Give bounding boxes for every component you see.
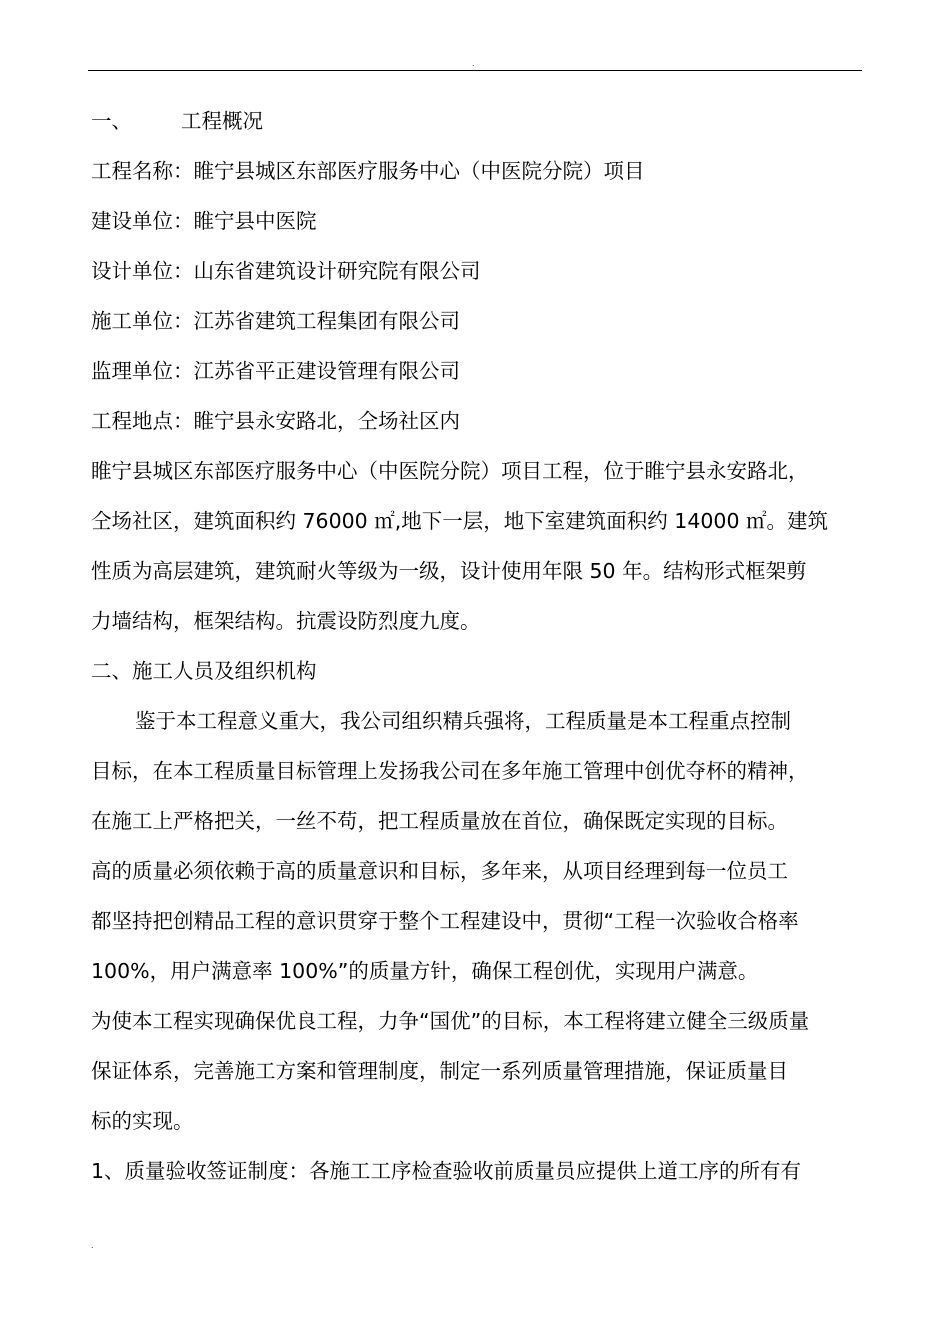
header-rule (88, 70, 862, 71)
section-heading-2: 二、施工人员及组织机构 (91, 659, 317, 683)
info-line-owner: 建设单位：睢宁县中医院 (91, 209, 317, 233)
section-title: 工程概况 (181, 109, 263, 133)
section-heading-1 (91, 96, 865, 146)
overview-line: 仝场社区，建筑面积约 76000 ㎡,地下一层，地下室建筑面积约 14000 ㎡。建筑 (91, 509, 829, 533)
list-item-1: 1、质量验收签证制度：各施工工序检查验收前质量员应提供上道工序的所有有 (91, 1159, 802, 1183)
paragraph-line: 100%，用户满意率 100%”的质量方针，确保工程创优，实现用户满意。 (91, 959, 759, 983)
paragraph-line: 标的实现。 (91, 1109, 194, 1133)
paragraph-line: 高的质量必须依赖于高的质量意识和目标，多年来，从项目经理到每一位员工 (91, 859, 788, 883)
document-body (91, 96, 865, 1196)
overview-line: 力墙结构，框架结构。抗震设防烈度九度。 (91, 609, 481, 633)
info-line-designer: 设计单位：山东省建筑设计研究院有限公司 (91, 259, 481, 283)
footer-mark: . (91, 1241, 94, 1250)
info-line-contractor: 施工单位：江苏省建筑工程集团有限公司 (91, 309, 460, 333)
paragraph-line: 为使本工程实现确保优良工程，力争“国优”的目标，本工程将建立健全三级质量 (91, 1009, 810, 1033)
paragraph-line: 都坚持把创精品工程的意识贯穿于整个工程建设中，贯彻“工程一次验收合格率 (91, 909, 799, 933)
info-line-project-name: 工程名称：睢宁县城区东部医疗服务中心（中医院分院）项目 (91, 159, 645, 183)
section-number: 一、 (91, 109, 132, 133)
overview-line: 性质为高层建筑，建筑耐火等级为一级，设计使用年限 50 年。结构形式框架剪 (91, 559, 807, 583)
paragraph-line: 目标，在本工程质量目标管理上发扬我公司在多年施工管理中创优夺杯的精神， (91, 759, 809, 783)
info-line-location: 工程地点：睢宁县永安路北，仝场社区内 (91, 409, 460, 433)
info-line-supervisor: 监理单位：江苏省平正建设管理有限公司 (91, 359, 460, 383)
paragraph-line: 保证体系，完善施工方案和管理制度，制定一系列质量管理措施，保证质量目 (91, 1059, 788, 1083)
paragraph-line: 在施工上严格把关，一丝不苟，把工程质量放在首位，确保既定实现的目标。 (91, 809, 788, 833)
overview-line: 睢宁县城区东部医疗服务中心（中医院分院）项目工程，位于睢宁县永安路北， (91, 459, 809, 483)
paragraph-line: 鉴于本工程意义重大，我公司组织精兵强将，工程质量是本工程重点控制 (135, 709, 791, 733)
header-mark: . (472, 59, 475, 68)
